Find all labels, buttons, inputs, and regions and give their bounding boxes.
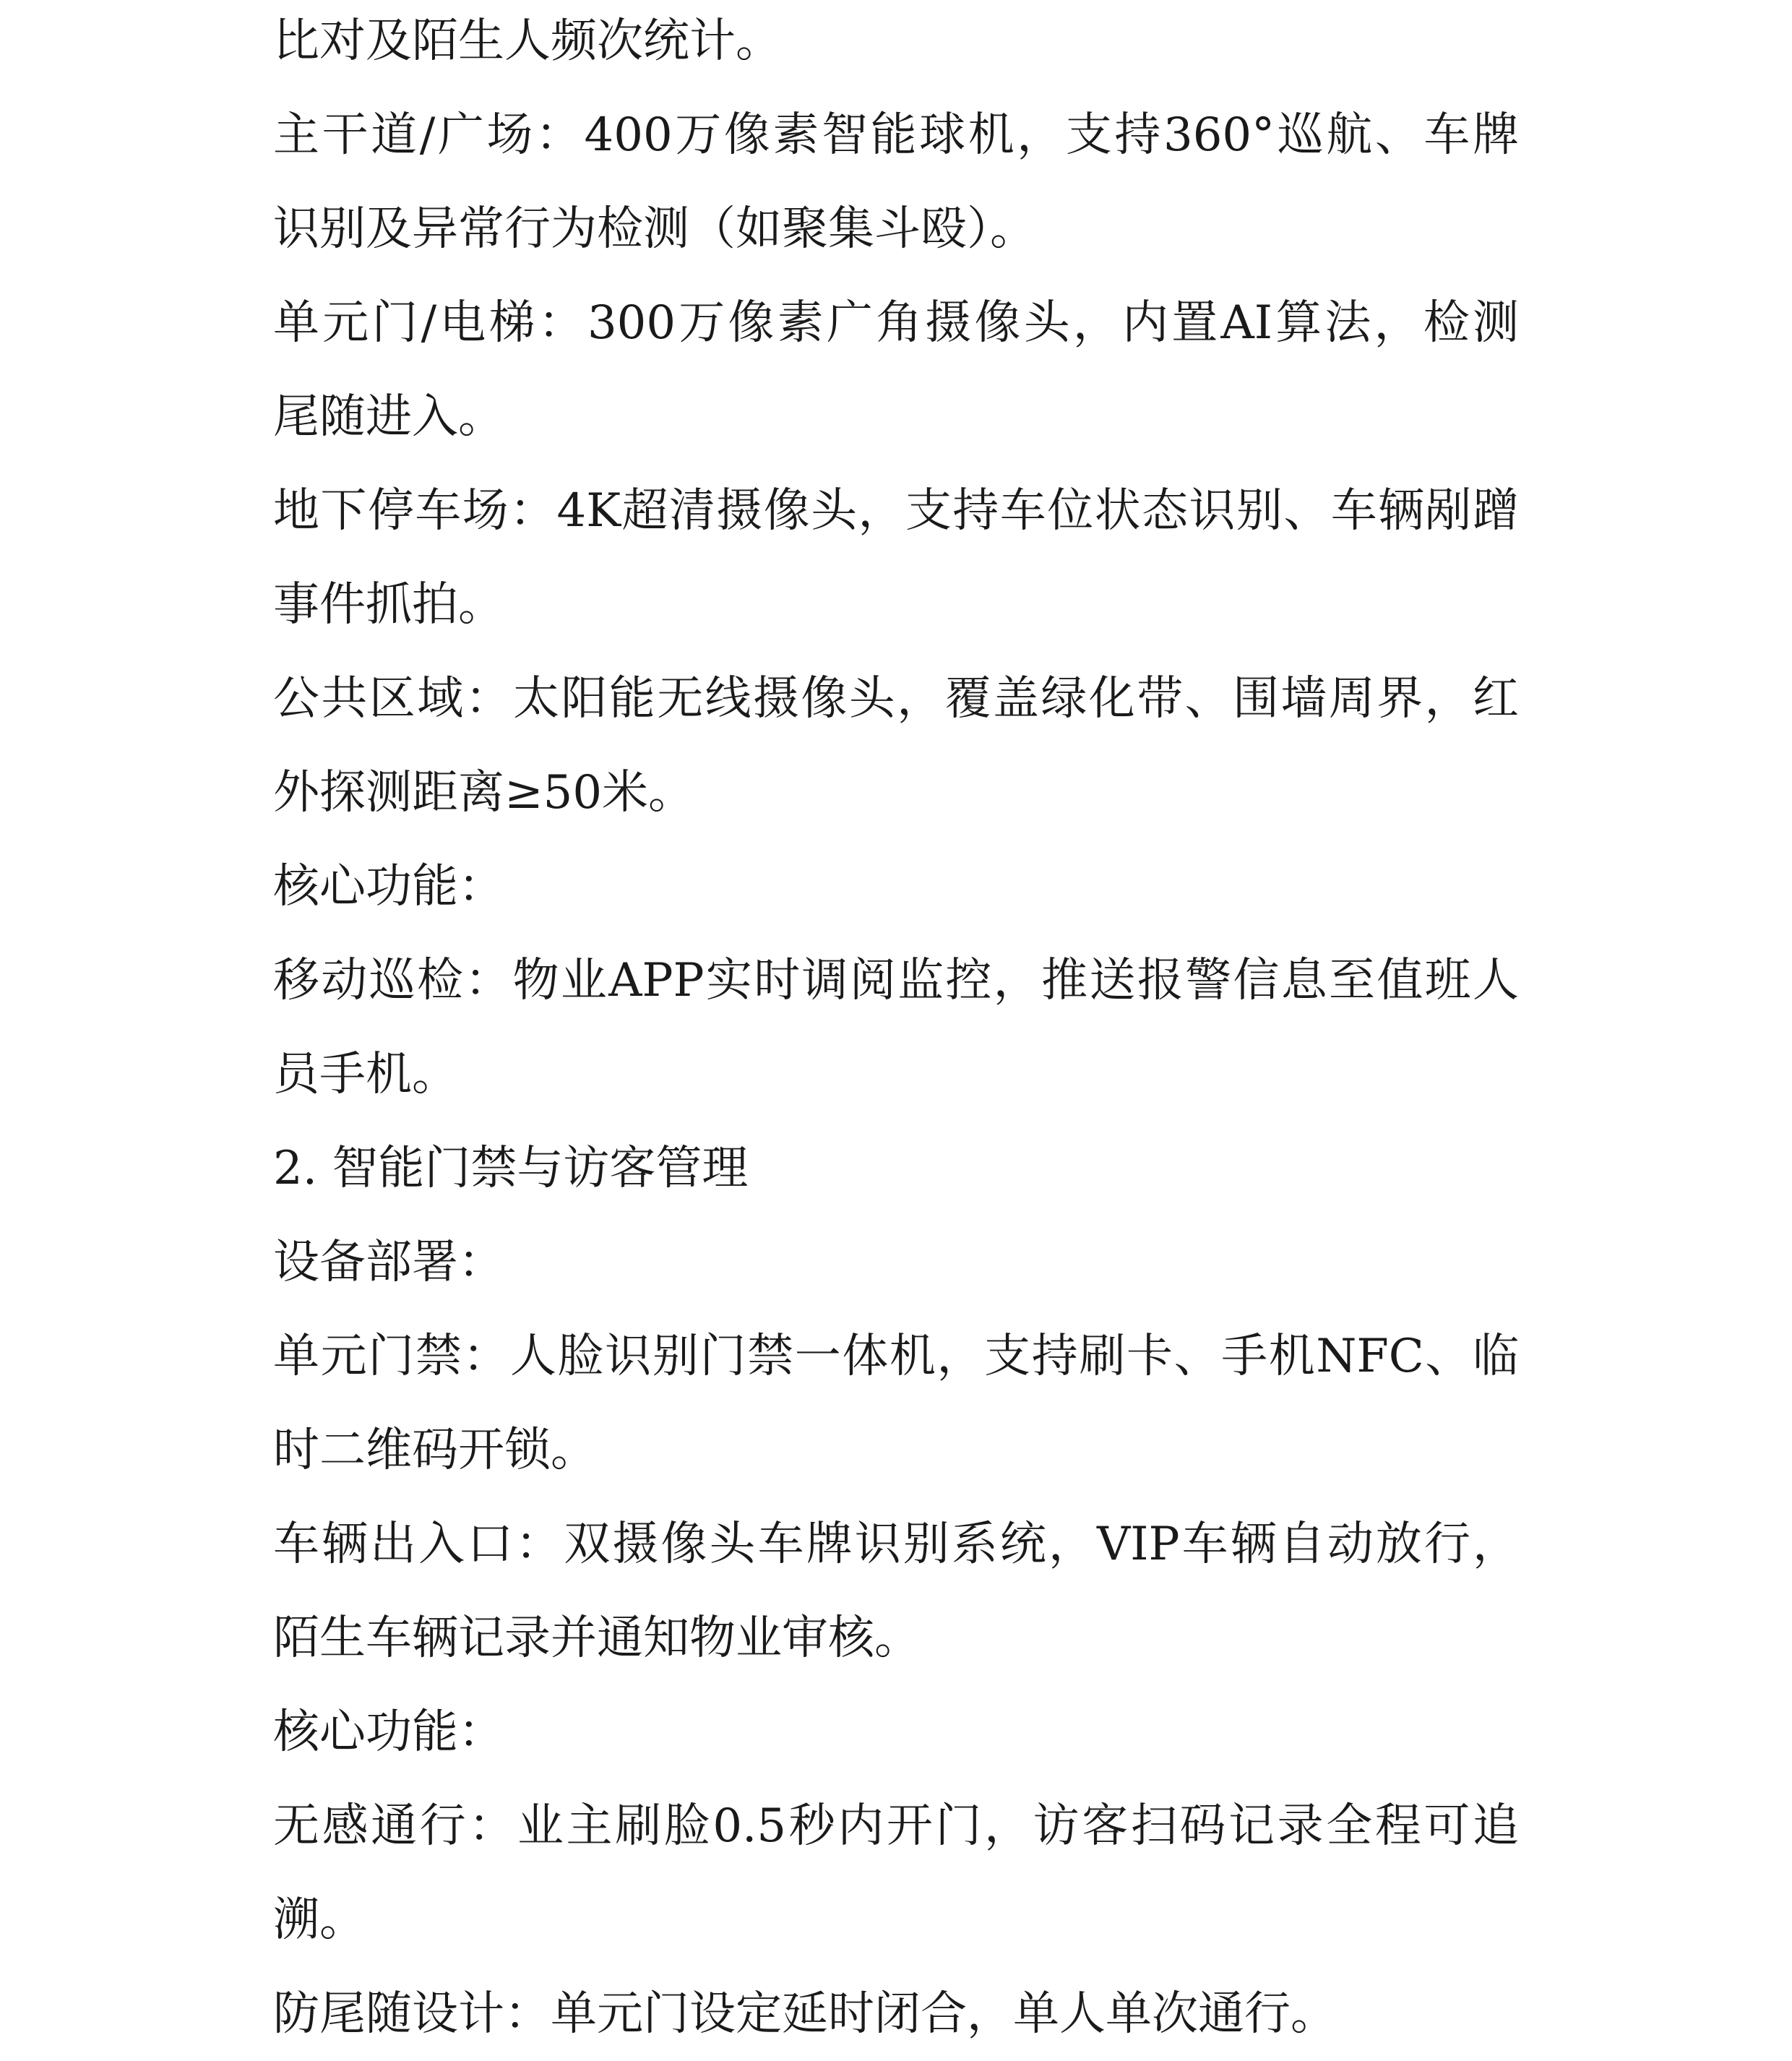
section-label: 核心功能： — [273, 1705, 504, 1759]
text-line: 比对及陌生人频次统计。 — [273, 14, 782, 68]
text-line: 防尾随设计：单元门设定延时闭合，单人单次通行。 — [273, 1987, 1337, 2041]
text-line: 溯。 — [273, 1893, 366, 1947]
section-label: 核心功能： — [273, 860, 504, 913]
text-line: 单元门/电梯：300万像素广角摄像头，内置AI算法，检测 — [273, 296, 1519, 350]
text-line: 移动巡检：物业APP实时调阅监控，推送报警信息至值班人 — [273, 954, 1519, 1007]
text-line: 陌生车辆记录并通知物业审核。 — [273, 1612, 921, 1665]
document-body — [273, 0, 1519, 2061]
text-line: 单元门禁：人脸识别门禁一体机，支持刷卡、手机NFC、临 — [273, 1330, 1519, 1383]
text-line: 地下停车场：4K超清摄像头，支持车位状态识别、车辆剐蹭 — [273, 484, 1519, 538]
section-heading: 2. 智能门禁与访客管理 — [273, 1142, 749, 1195]
text-line: 主干道/广场：400万像素智能球机，支持360°巡航、车牌 — [273, 108, 1519, 162]
section-label: 设备部署： — [273, 1236, 504, 1289]
text-line: 车辆出入口：双摄像头车牌识别系统，VIP车辆自动放行， — [273, 1518, 1519, 1571]
text-line: 公共区域：太阳能无线摄像头，覆盖绿化带、围墙周界，红 — [273, 672, 1519, 726]
text-line: 识别及异常行为检测（如聚集斗殴）。 — [273, 202, 1036, 256]
text-line: 外探测距离≥50米。 — [273, 766, 695, 819]
text-line: 无感通行：业主刷脸0.5秒内开门，访客扫码记录全程可追 — [273, 1799, 1519, 1853]
text-line: 尾随进入。 — [273, 390, 504, 444]
text-line: 事件抓拍。 — [273, 578, 504, 632]
text-line: 员手机。 — [273, 1048, 458, 1101]
text-line: 时二维码开锁。 — [273, 1424, 597, 1477]
